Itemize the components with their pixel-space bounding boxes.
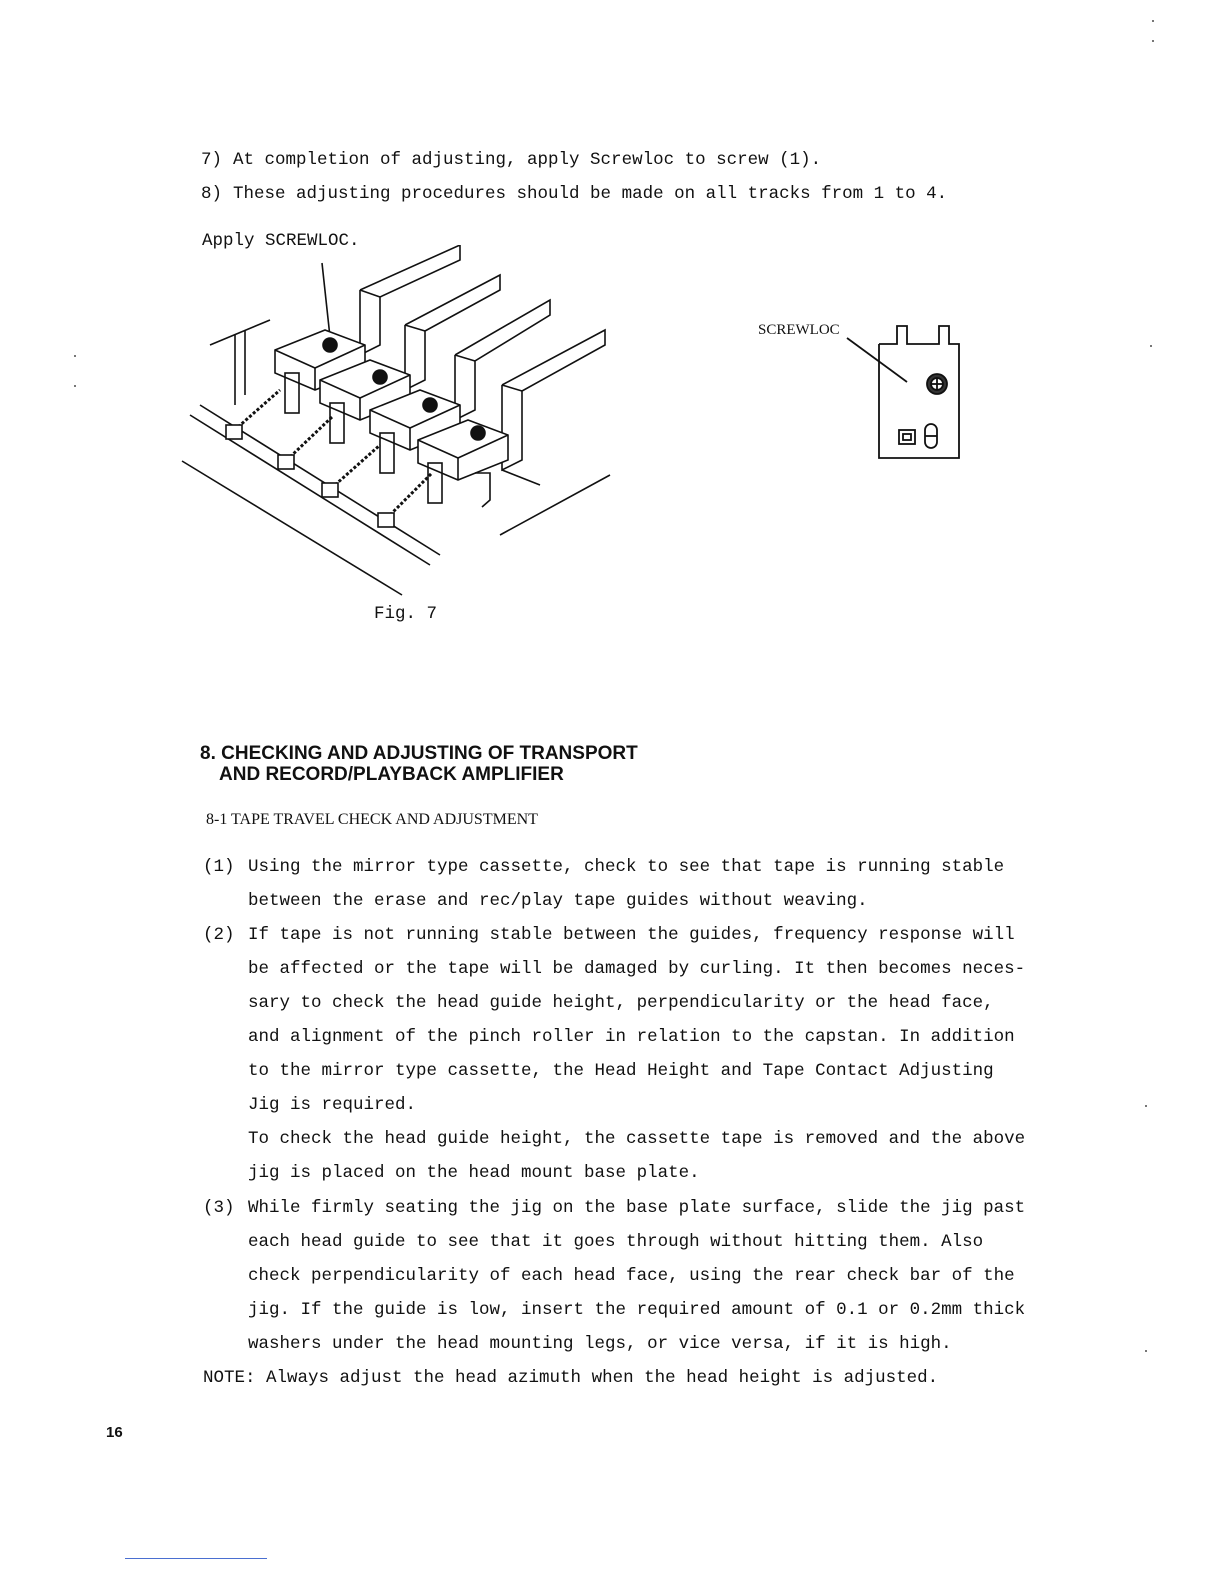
scan-speck	[1145, 1350, 1147, 1352]
scan-speck	[1152, 20, 1154, 22]
item-2-line: to the mirror type cassette, the Head Height and Tape Contact Adjusting	[248, 1061, 994, 1081]
step-7-number: 7)	[201, 150, 223, 170]
item-1-line: Using the mirror type cassette, check to see that tape is running stable	[248, 857, 1005, 877]
spring-3	[322, 445, 380, 497]
section-heading-line2: AND RECORD/PLAYBACK AMPLIFIER	[219, 764, 564, 785]
item-1-number: (1)	[203, 857, 235, 877]
head-assembly-illustration	[180, 245, 620, 605]
apply-screwloc-label: Apply SCREWLOC.	[202, 231, 360, 251]
subsection-heading: 8-1 TAPE TRAVEL CHECK AND ADJUSTMENT	[206, 811, 538, 828]
spring-1	[226, 390, 280, 439]
scan-speck	[74, 355, 76, 357]
bracket-2	[405, 275, 500, 390]
section-heading-line1: 8. CHECKING AND ADJUSTING OF TRANSPORT	[200, 743, 638, 764]
item-3-line: check perpendicularity of each head face, using the rear check bar of the	[248, 1266, 1015, 1286]
item-3-line: While firmly seating the jig on the base plate surface, slide the jig past	[248, 1198, 1026, 1218]
scan-speck	[74, 385, 76, 387]
item-1-line: between the erase and rec/play tape guides without weaving.	[248, 891, 868, 911]
item-3-line: jig. If the guide is low, insert the required amount of 0.1 or 0.2mm thick	[248, 1300, 1026, 1320]
bracket-4	[502, 330, 605, 485]
item-3-line: washers under the head mounting legs, or vice versa, if it is high.	[248, 1334, 952, 1354]
figure-caption: Fig. 7	[374, 604, 438, 624]
note-text: NOTE: Always adjust the head azimuth when the head height is adjusted.	[203, 1368, 939, 1388]
step-7-text: At completion of adjusting, apply Screwloc to screw (1).	[233, 150, 822, 170]
item-2-line: be affected or the tape will be damaged by curling. It then becomes neces-	[248, 959, 1026, 979]
item-2-line: If tape is not running stable between the guides, frequency response will	[248, 925, 1015, 945]
item-2-line: sary to check the head guide height, perpendicularity or the head face,	[248, 993, 994, 1013]
scan-speck	[1152, 40, 1154, 42]
scan-speck	[1150, 345, 1152, 347]
scan-speck	[1145, 1105, 1147, 1107]
item-2-number: (2)	[203, 925, 235, 945]
step-8-text: These adjusting procedures should be made on all tracks from 1 to 4.	[233, 184, 948, 204]
spring-2	[278, 417, 332, 469]
item-2-line: Jig is required.	[248, 1095, 417, 1115]
item-3-line: each head guide to see that it goes through without hitting them. Also	[248, 1232, 984, 1252]
item-2-line: jig is placed on the head mount base plate.	[248, 1163, 700, 1183]
item-2-line: To check the head guide height, the cassette tape is removed and the above	[248, 1129, 1026, 1149]
item-2-line: and alignment of the pinch roller in relation to the capstan. In addition	[248, 1027, 1015, 1047]
screwloc-detail-diagram	[845, 312, 965, 462]
screwloc-callout-label: SCREWLOC	[758, 322, 840, 338]
item-3-number: (3)	[203, 1198, 235, 1218]
step-8-number: 8)	[201, 184, 223, 204]
spring-4	[378, 473, 432, 527]
bottom-rule	[125, 1558, 267, 1559]
page-number: 16	[106, 1424, 123, 1441]
bracket-1	[360, 245, 460, 355]
